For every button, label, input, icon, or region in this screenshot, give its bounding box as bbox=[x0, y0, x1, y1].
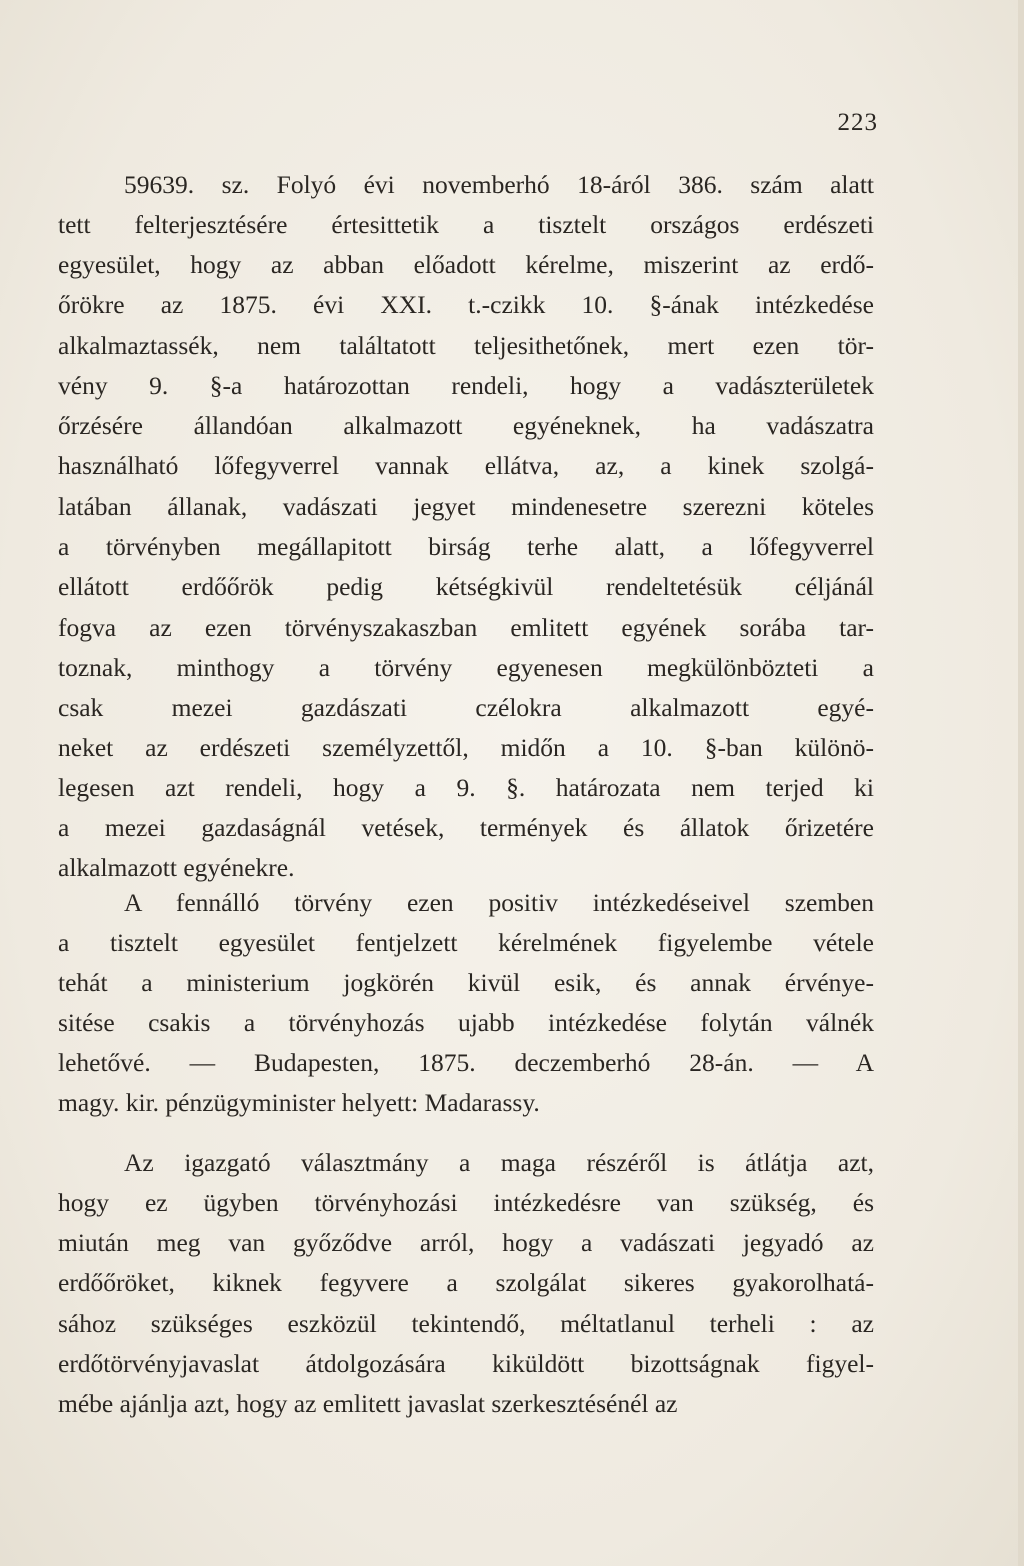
text-line: ellátott erdőőrök pedig kétségkivül rendeltetésük céljánál bbox=[58, 572, 874, 601]
text-line: Az igazgató választmány a maga részéről is átlátja azt, bbox=[124, 1148, 874, 1177]
text-line: latában állanak, vadászati jegyet mindenesetre szerezni köteles bbox=[58, 492, 874, 521]
text-line: magy. kir. pénzügyminister helyett: Madarassy. bbox=[58, 1088, 540, 1117]
text-line: lehetővé. — Budapesten, 1875. deczemberhó 28-án. — A bbox=[58, 1048, 874, 1077]
text-line: használható lőfegyverrel vannak ellátva, az, a kinek szolgá- bbox=[58, 451, 874, 480]
text-line: a törvényben megállapitott birság terhe alatt, a lőfegyverrel bbox=[58, 532, 874, 561]
text-line: sitése csakis a törvényhozás ujabb intézkedése folytán válnék bbox=[58, 1008, 874, 1037]
text-line: erdőőröket, kiknek fegyvere a szolgálat sikeres gyakorolhatá- bbox=[58, 1268, 874, 1297]
text-line: miután meg van győződve arról, hogy a vadászati jegyadó az bbox=[58, 1228, 874, 1257]
text-line: tehát a ministerium jogkörén kivül esik, és annak érvénye- bbox=[58, 968, 874, 997]
text-line: erdőtörvényjavaslat átdolgozására kiküldött bizottságnak figyel- bbox=[58, 1349, 874, 1378]
text-line: a tisztelt egyesület fentjelzett kérelmének figyelembe vétele bbox=[58, 928, 874, 957]
text-line: sához szükséges eszközül tekintendő, méltatlanul terheli : az bbox=[58, 1309, 874, 1338]
text-line: vény 9. §-a határozottan rendeli, hogy a vadászterületek bbox=[58, 371, 874, 400]
text-line: legesen azt rendeli, hogy a 9. §. határozata nem terjed ki bbox=[58, 773, 874, 802]
text-line: a mezei gazdaságnál vetések, termények és állatok őrizetére bbox=[58, 813, 874, 842]
text-line: őrzésére állandóan alkalmazott egyéneknek, ha vadászatra bbox=[58, 411, 874, 440]
text-line: toznak, minthogy a törvény egyenesen megkülönbözteti a bbox=[58, 653, 874, 682]
text-line: mébe ajánlja azt, hogy az emlitett javaslat szerkesztésénél az bbox=[58, 1389, 678, 1418]
text-line: csak mezei gazdászati czélokra alkalmazott egyé- bbox=[58, 693, 874, 722]
text-line: alkalmazott egyénekre. bbox=[58, 853, 295, 882]
text-line: 59639. sz. Folyó évi novemberhó 18-áról 386. szám alatt bbox=[124, 170, 874, 199]
page-number: 223 bbox=[837, 109, 878, 136]
text-line: őrökre az 1875. évi XXI. t.-czikk 10. §-ának intézkedése bbox=[58, 290, 874, 319]
text-line: A fennálló törvény ezen positiv intézkedéseivel szemben bbox=[124, 888, 874, 917]
text-line: fogva az ezen törvényszakaszban emlitett egyének sorába tar- bbox=[58, 613, 874, 642]
text-line: alkalmaztassék, nem találtatott teljesithetőnek, mert ezen tör- bbox=[58, 331, 874, 360]
text-line: egyesület, hogy az abban előadott kérelme, miszerint az erdő- bbox=[58, 250, 874, 279]
text-line: hogy ez ügyben törvényhozási intézkedésre van szükség, és bbox=[58, 1188, 874, 1217]
text-line: neket az erdészeti személyzettől, midőn a 10. §-ban különö- bbox=[58, 733, 874, 762]
page-edge bbox=[1018, 0, 1024, 1566]
text-line: tett felterjesztésére értesittetik a tisztelt országos erdészeti bbox=[58, 210, 874, 239]
